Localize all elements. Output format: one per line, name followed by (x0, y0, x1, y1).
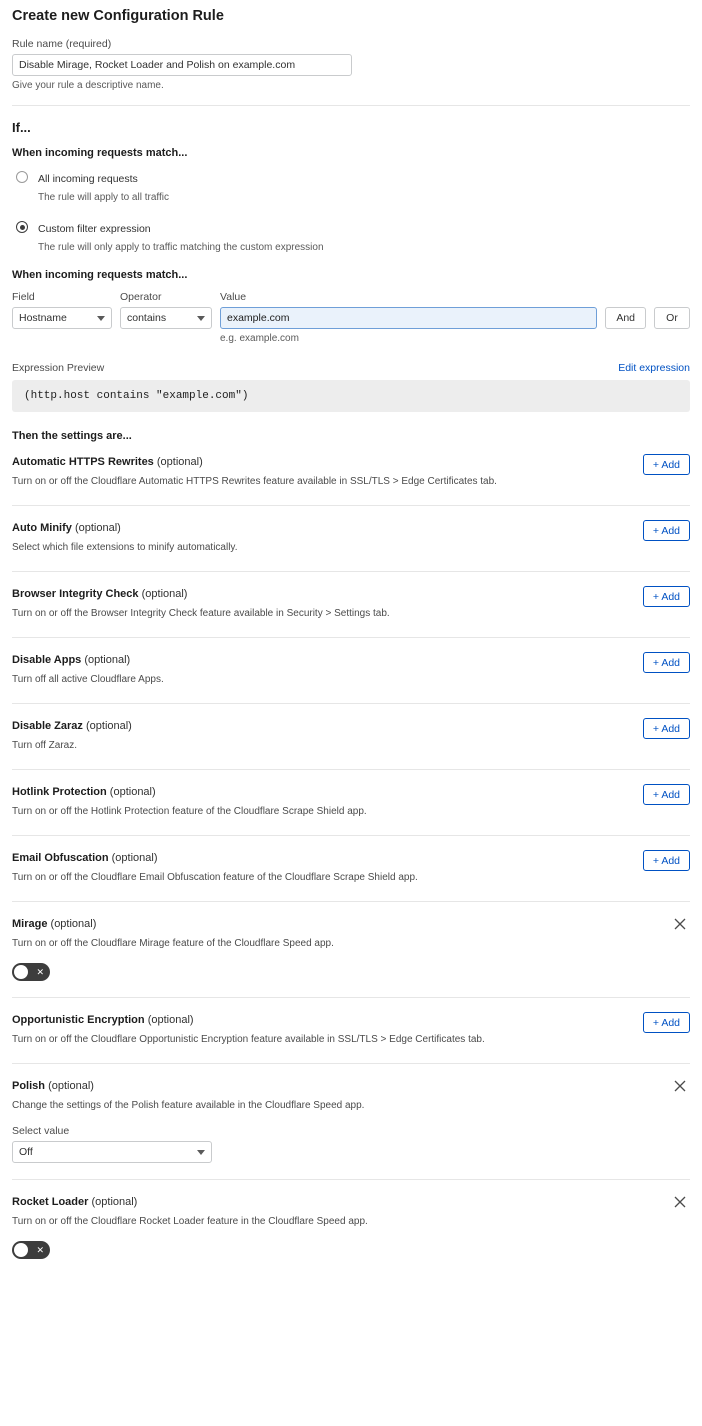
radio-option-all-requests[interactable] (12, 169, 690, 205)
toggle-knob (14, 965, 28, 979)
setting-desc: Turn on or off the Browser Integrity Check feature available in Security > Settings tab. (12, 608, 390, 619)
setting-desc: Select which file extensions to minify automatically. (12, 542, 238, 553)
setting-name: Auto Minify (12, 522, 72, 534)
setting-desc: Turn on or off the Cloudflare Mirage feature of the Cloudflare Speed app. (12, 938, 334, 949)
setting-row (12, 522, 690, 572)
close-icon[interactable] (672, 1194, 688, 1210)
setting-optional: (optional) (111, 852, 158, 864)
add-button[interactable]: + Add (643, 1012, 690, 1033)
setting-optional: (optional) (50, 918, 97, 930)
expression-preview: (http.host contains "example.com") (12, 380, 690, 412)
setting-desc: Turn on or off the Cloudflare Email Obfuscation feature of the Cloudflare Scrape Shield app. (12, 872, 418, 883)
if-section-subhead: When incoming requests match... (12, 147, 188, 159)
setting-name: Polish (12, 1080, 46, 1092)
setting-name: Browser Integrity Check (12, 588, 139, 600)
close-icon[interactable] (672, 1078, 688, 1094)
add-button[interactable]: + Add (643, 454, 690, 475)
setting-desc: Turn on or off the Cloudflare Automatic HTTPS Rewrites feature available in SSL/TLS > Edge Certificates tab. (12, 476, 497, 487)
field-select-value: Hostname (19, 312, 67, 324)
radio-icon-custom-filter[interactable] (16, 221, 28, 233)
setting-optional: (optional) (48, 1080, 94, 1092)
polish-select-value: Off (19, 1146, 33, 1158)
field-select[interactable] (12, 307, 112, 329)
add-button[interactable]: + Add (643, 718, 690, 739)
setting-desc: Turn off all active Cloudflare Apps. (12, 674, 164, 685)
setting-name: Disable Apps (12, 654, 82, 666)
setting-row (12, 786, 690, 836)
setting-row (12, 1080, 690, 1180)
setting-row (12, 1014, 690, 1064)
add-button[interactable]: + Add (643, 520, 690, 541)
rule-name-helper: Give your rule a descriptive name. (12, 80, 164, 91)
setting-optional: (optional) (147, 1014, 194, 1026)
add-button[interactable]: + Add (643, 784, 690, 805)
setting-row (12, 588, 690, 638)
value-hint: e.g. example.com (220, 333, 299, 344)
field-label: Field (12, 291, 35, 303)
filter-row (12, 291, 690, 344)
setting-optional: (optional) (141, 588, 188, 600)
rule-name-group (12, 38, 690, 91)
setting-optional: (optional) (74, 522, 121, 534)
filter-subhead: When incoming requests match... (12, 269, 188, 281)
setting-name: Email Obfuscation (12, 852, 109, 864)
polish-select[interactable] (12, 1141, 212, 1163)
page-title: Create new Configuration Rule (12, 8, 224, 24)
and-button[interactable]: And (605, 307, 646, 329)
value-input[interactable] (220, 307, 597, 329)
setting-row (12, 654, 690, 704)
chevron-down-icon (197, 316, 205, 321)
setting-row (12, 918, 690, 998)
radio-option-custom-filter[interactable] (12, 219, 690, 255)
setting-desc: Change the settings of the Polish feature available in the Cloudflare Speed app. (12, 1100, 365, 1111)
value-label: Value (220, 291, 247, 303)
setting-optional: (optional) (109, 786, 156, 798)
chevron-down-icon (97, 316, 105, 321)
if-section-heading: If... (12, 120, 31, 135)
radio-desc-custom-filter: The rule will only apply to traffic matching the custom expression (38, 242, 324, 253)
setting-desc: Turn on or off the Cloudflare Opportunistic Encryption feature available in SSL/TLS > Edge Certificates tab. (12, 1034, 485, 1045)
setting-desc: Turn off Zaraz. (12, 740, 78, 751)
setting-desc: Turn on or off the Hotlink Protection feature of the Cloudflare Scrape Shield app. (12, 806, 367, 817)
setting-row (12, 852, 690, 902)
add-button[interactable]: + Add (643, 652, 690, 673)
radio-label-custom-filter: Custom filter expression (38, 223, 151, 235)
configuration-rule-form (0, 8, 702, 1275)
close-icon[interactable] (672, 916, 688, 932)
mirage-toggle[interactable] (12, 963, 50, 981)
operator-label: Operator (120, 291, 162, 303)
expression-header (12, 362, 690, 374)
chevron-down-icon (197, 1150, 205, 1155)
edit-expression-link[interactable]: Edit expression (618, 362, 690, 374)
toggle-knob (14, 1243, 28, 1257)
rule-name-label: Rule name (required) (12, 38, 112, 50)
setting-optional: (optional) (84, 654, 131, 666)
rocket-loader-toggle[interactable] (12, 1241, 50, 1259)
or-button[interactable]: Or (654, 307, 690, 329)
add-button[interactable]: + Add (643, 850, 690, 871)
setting-row (12, 1196, 690, 1275)
setting-desc: Turn on or off the Cloudflare Rocket Loader feature in the Cloudflare Speed app. (12, 1216, 368, 1227)
setting-name: Disable Zaraz (12, 720, 83, 732)
radio-label-all-requests: All incoming requests (38, 173, 138, 185)
operator-select[interactable] (120, 307, 212, 329)
setting-name: Automatic HTTPS Rewrites (12, 456, 154, 468)
divider (12, 105, 690, 106)
radio-desc-all-requests: The rule will apply to all traffic (38, 192, 169, 203)
setting-optional: (optional) (156, 456, 203, 468)
then-section-heading: Then the settings are... (12, 430, 132, 442)
setting-name: Opportunistic Encryption (12, 1014, 145, 1026)
setting-row (12, 456, 690, 506)
rule-name-input[interactable] (12, 54, 352, 76)
setting-name: Hotlink Protection (12, 786, 107, 798)
expression-preview-label: Expression Preview (12, 362, 105, 374)
radio-icon-all-requests[interactable] (16, 171, 28, 183)
select-value-label: Select value (12, 1125, 70, 1137)
toggle-off-icon: ✕ (36, 967, 44, 977)
setting-optional: (optional) (91, 1196, 138, 1208)
operator-select-value: contains (127, 312, 167, 324)
add-button[interactable]: + Add (643, 586, 690, 607)
setting-optional: (optional) (85, 720, 132, 732)
setting-name: Mirage (12, 918, 48, 930)
toggle-off-icon: ✕ (36, 1245, 44, 1255)
setting-row (12, 720, 690, 770)
setting-name: Rocket Loader (12, 1196, 89, 1208)
